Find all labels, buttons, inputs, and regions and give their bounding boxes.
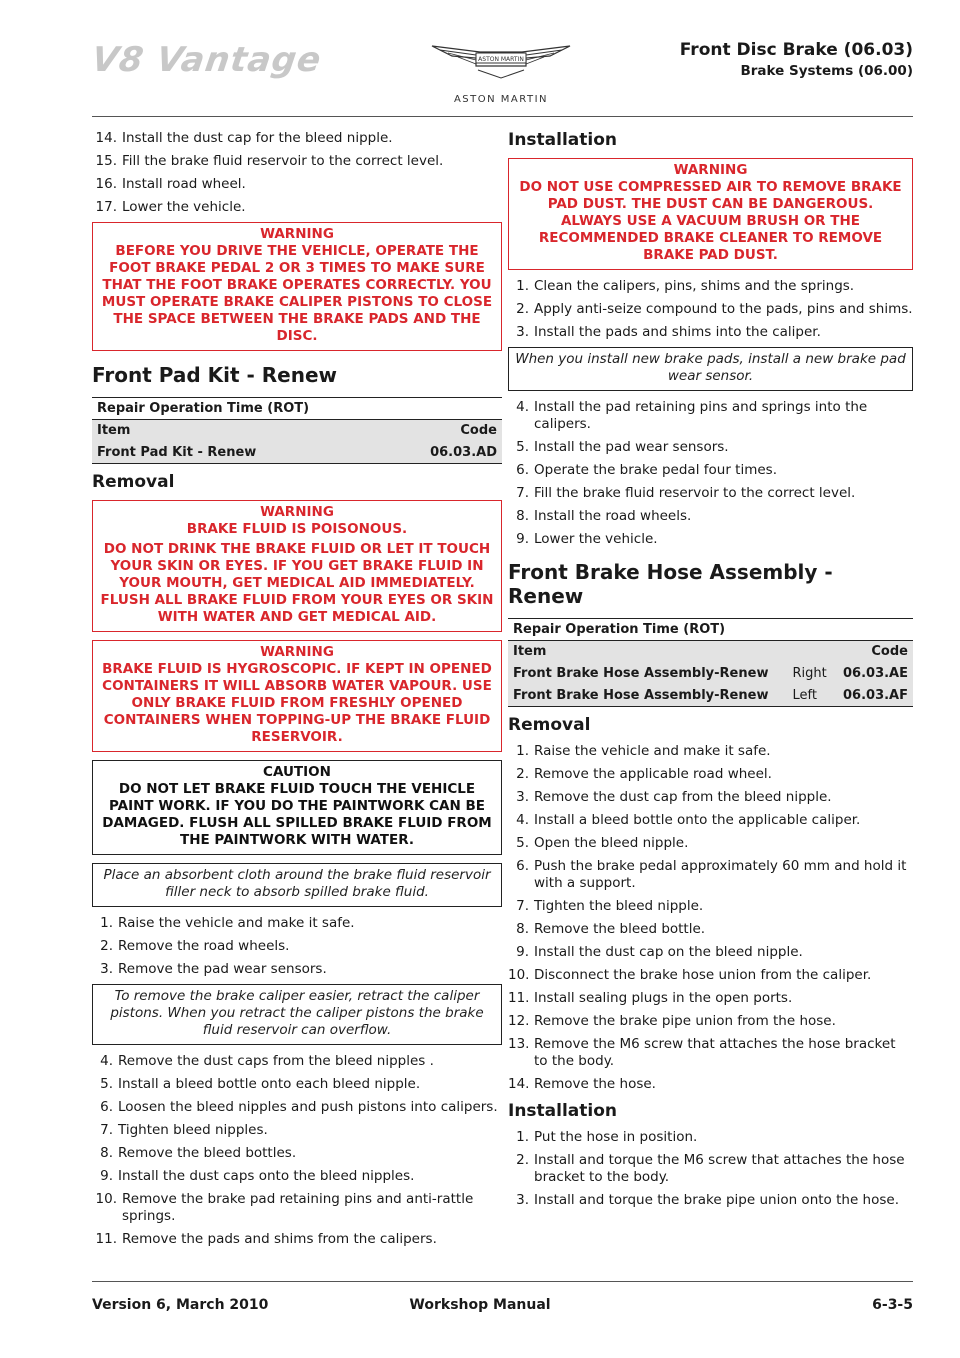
rot-table-hose	[508, 618, 913, 707]
steps-removal-a	[92, 915, 502, 978]
v8-vantage-logo: V8 Vantage	[89, 40, 325, 80]
list-item: 10. Disconnect the brake hose union from the caliper.	[508, 967, 872, 983]
list-item: 14. Remove the hose.	[508, 1076, 656, 1092]
list-item: 5. Install a bleed bottle onto each bleed nipple.	[100, 1076, 421, 1092]
list-item: 6. Operate the brake pedal four times.	[516, 462, 777, 478]
section-title-pad-kit: Front Pad Kit - Renew	[92, 363, 338, 387]
rot-code: 06.03.AF	[834, 685, 913, 707]
list-item: 2. Remove the road wheels.	[100, 938, 290, 954]
list-item: 3. Remove the dust cap from the bleed nipple.	[516, 789, 832, 805]
page-header	[0, 0, 960, 118]
list-item: 7. Tighten bleed nipples.	[100, 1122, 268, 1138]
list-item: 6. Loosen the bleed nipples and push pistons into calipers.	[100, 1099, 498, 1115]
steps-removal-c	[508, 743, 913, 1093]
installation-title-2: Installation	[508, 1101, 618, 1121]
rot-item: Front Brake Hose Assembly-Renew	[508, 685, 787, 707]
footer-page-number: 6-3-5	[872, 1297, 913, 1313]
removal-title: Removal	[92, 472, 175, 492]
rot-item: Front Brake Hose Assembly-Renew	[508, 663, 787, 685]
table-row	[508, 663, 913, 685]
warning-title: WARNING	[673, 162, 748, 178]
list-item: 4. Install a bleed bottle onto the applicable caliper.	[516, 812, 861, 828]
aston-martin-wings-logo	[430, 38, 572, 84]
table-row	[508, 685, 913, 707]
rot-col-item: Item	[92, 420, 374, 442]
table-row	[92, 442, 502, 464]
caution-box-paint	[92, 760, 502, 855]
list-item: 9. Install the dust caps onto the bleed nipples.	[100, 1168, 415, 1184]
list-item: 7. Tighten the bleed nipple.	[516, 898, 704, 914]
steps-install-b	[508, 399, 913, 548]
list-item: 3. Install the pads and shims into the caliper.	[516, 324, 821, 340]
warning-title: WARNING	[260, 504, 334, 520]
logo-caption: ASTON MARTIN	[453, 94, 549, 105]
list-item: 15. Fill the brake fluid reservoir to the correct level.	[95, 153, 444, 169]
warning-box-dust	[508, 158, 913, 270]
page-title: Front Disc Brake (06.03)	[679, 40, 913, 60]
list-item: 2. Apply anti-seize compound to the pads, pins and shims.	[516, 301, 913, 317]
rot-side: Right	[787, 663, 834, 685]
list-item: 8. Remove the bleed bottles.	[100, 1145, 297, 1161]
list-item: 4. Install the pad retaining pins and springs into the calipers.	[516, 399, 868, 432]
rot-col-item: Item	[508, 641, 787, 663]
list-item: 2. Remove the applicable road wheel.	[516, 766, 772, 782]
header-divider	[92, 116, 913, 117]
rot-col-code: Code	[834, 641, 913, 663]
list-item: 3. Remove the pad wear sensors.	[100, 961, 327, 977]
note-box-cloth: Place an absorbent cloth around the brake fluid reservoir filler neck to absorb spilled brake fluid.	[92, 863, 502, 907]
list-item: 1. Raise the vehicle and make it safe.	[516, 743, 771, 759]
rot-side: Left	[787, 685, 834, 707]
list-item: 12. Remove the brake pipe union from the hose.	[508, 1013, 836, 1029]
right-column	[508, 130, 913, 1215]
installation-title: Installation	[508, 130, 618, 150]
warning-text: DO NOT DRINK THE BRAKE FLUID OR LET IT TOUCH YOUR SKIN OR EYES. IF YOU GET BRAKE FLUID IN YOUR MOUTH, GET MEDICAL AID IMMEDIATELY. FLUSH ALL BRAKE FLUID FROM YOUR EYES OR SKIN WITH WATER AND GET MEDICAL AID.	[100, 541, 494, 625]
list-item: 5. Install the pad wear sensors.	[516, 439, 729, 455]
steps-install-d	[508, 1129, 913, 1209]
steps-top-list	[92, 130, 502, 216]
warning-box-hygroscopic	[92, 640, 502, 752]
list-item: 8. Install the road wheels.	[516, 508, 692, 524]
list-item: 1. Put the hose in position.	[516, 1129, 698, 1145]
list-item: 4. Remove the dust caps from the bleed nipples .	[100, 1053, 434, 1069]
caution-text: DO NOT LET BRAKE FLUID TOUCH THE VEHICLE PAINT WORK. IF YOU DO THE PAINTWORK CAN BE DAMAGED. FLUSH ALL SPILLED BRAKE FLUID FROM THE PAINTWORK WITH WATER.	[102, 781, 492, 848]
caution-title: CAUTION	[263, 764, 331, 780]
rot-heading: Repair Operation Time (ROT)	[92, 398, 502, 420]
removal-title: Removal	[508, 715, 591, 735]
list-item: 9. Install the dust cap on the bleed nipple.	[516, 944, 803, 960]
list-item: 8. Remove the bleed bottle.	[516, 921, 706, 937]
list-item: 17. Lower the vehicle.	[95, 199, 246, 215]
list-item: 3. Install and torque the brake pipe union onto the hose.	[516, 1192, 899, 1208]
list-item: 1. Clean the calipers, pins, shims and the springs.	[516, 278, 855, 294]
warning-text: BEFORE YOU DRIVE THE VEHICLE, OPERATE THE FOOT BRAKE PEDAL 2 OR 3 TIMES TO MAKE SURE THAT THE FOOT BRAKE OPERATES CORRECTLY. YOU MUST OPERATE BRAKE CALIPER PISTONS TO CLOSE THE SPACE BETWEEN THE BRAKE PADS AND THE DISC.	[101, 243, 493, 344]
rot-item: Front Pad Kit - Renew	[92, 442, 374, 464]
rot-col-code: Code	[374, 420, 502, 442]
warning-text: DO NOT USE COMPRESSED AIR TO REMOVE BRAKE PAD DUST. THE DUST CAN BE DANGEROUS. ALWAYS USE A VACUUM BRUSH OR THE RECOMMENDED BRAKE CLEANER TO REMOVE BRAKE PAD DUST.	[519, 179, 902, 263]
rot-code: 06.03.AD	[374, 442, 502, 464]
note-box-retract: To remove the brake caliper easier, retract the caliper pistons. When you retract the caliper pistons the brake fluid reservoir can overflow.	[92, 984, 502, 1045]
footer-version: Version 6, March 2010	[92, 1297, 269, 1313]
list-item: 14. Install the dust cap for the bleed nipple.	[95, 130, 393, 146]
warning-text: BRAKE FLUID IS HYGROSCOPIC. IF KEPT IN OPENED CONTAINERS IT WILL ABSORB WATER VAPOUR. USE ONLY BRAKE FLUID FROM FRESHLY OPENED CONTAINERS WHEN TOPPING-UP THE BRAKE FLUID RESERVOIR.	[102, 661, 492, 745]
rot-table-pad-kit	[92, 397, 502, 464]
list-item: 2. Install and torque the M6 screw that attaches the hose bracket to the body.	[516, 1152, 905, 1185]
list-item: 1. Raise the vehicle and make it safe.	[100, 915, 355, 931]
warning-box-poisonous	[92, 500, 502, 632]
warning-title: WARNING	[260, 644, 334, 660]
list-item: 11. Remove the pads and shims from the calipers.	[95, 1231, 437, 1247]
rot-code: 06.03.AE	[834, 663, 913, 685]
note-box-wear-sensor: When you install new brake pads, install a new brake pad wear sensor.	[508, 347, 913, 391]
page-subtitle: Brake Systems (06.00)	[740, 63, 913, 79]
list-item: 10. Remove the brake pad retaining pins and anti-rattle springs.	[95, 1191, 474, 1224]
steps-install-a	[508, 278, 913, 341]
section-title-hose: Front Brake Hose Assembly - Renew	[508, 560, 833, 608]
warning-title: WARNING	[260, 226, 334, 242]
left-column	[92, 130, 502, 1254]
list-item: 7. Fill the brake fluid reservoir to the correct level.	[516, 485, 856, 501]
footer-divider	[92, 1281, 913, 1282]
warning-box-drive	[92, 222, 502, 351]
logo-badge-text: ASTON MARTIN	[478, 56, 524, 63]
list-item: 5. Open the bleed nipple.	[516, 835, 689, 851]
warning-line: BRAKE FLUID IS POISONOUS.	[186, 521, 408, 537]
list-item: 11. Install sealing plugs in the open ports.	[508, 990, 793, 1006]
footer-manual: Workshop Manual	[409, 1297, 551, 1313]
rot-heading: Repair Operation Time (ROT)	[508, 619, 913, 641]
list-item: 9. Lower the vehicle.	[516, 531, 658, 547]
list-item: 13. Remove the M6 screw that attaches the hose bracket to the body.	[508, 1036, 896, 1069]
steps-removal-b	[92, 1053, 502, 1248]
list-item: 16. Install road wheel.	[95, 176, 246, 192]
list-item: 6. Push the brake pedal approximately 60 mm and hold it with a support.	[516, 858, 907, 891]
